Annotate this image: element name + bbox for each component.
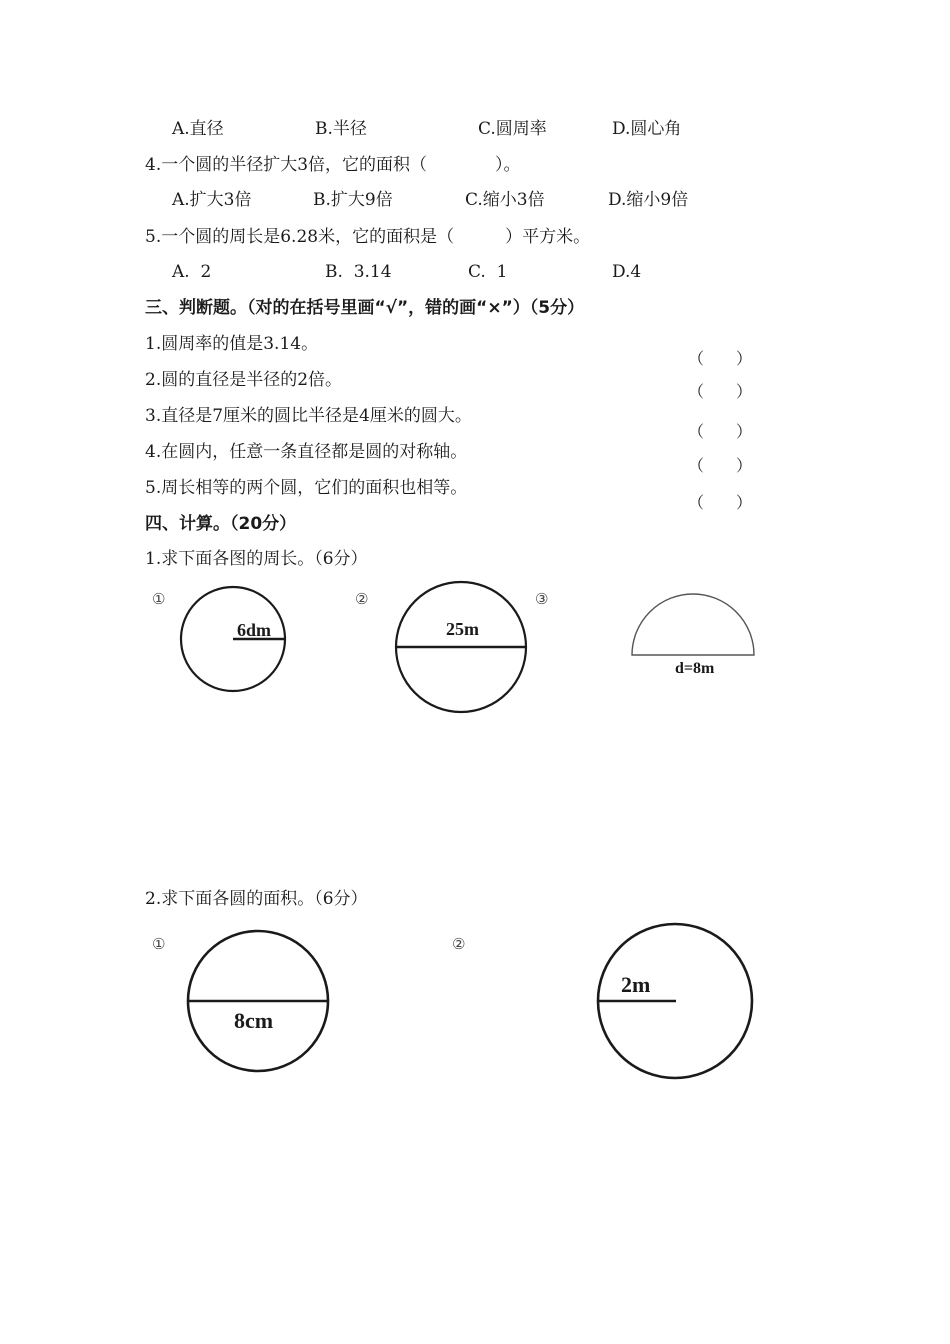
q4-stem: 4.一个圆的半径扩大3倍，它的面积（ ）。 — [145, 155, 521, 175]
q3-option-d: D.圆心角 — [612, 119, 682, 139]
figure-marker-3: ③ — [535, 590, 549, 608]
figure-marker-2: ② — [355, 590, 369, 608]
q4-option-b: B.扩大9倍 — [313, 190, 393, 210]
figure-label-25m: 25m — [446, 619, 479, 639]
perimeter-question-title: 1.求下面各图的周长。（6分） — [145, 549, 368, 569]
answer-blank-2[interactable]: （ ） — [688, 382, 753, 401]
area-question-title: 2.求下面各圆的面积。（6分） — [145, 889, 368, 909]
q4-option-a: A.扩大3倍 — [172, 190, 252, 210]
answer-blank-5[interactable]: （ ） — [688, 493, 753, 512]
section4-heading: 四、计算。（20分） — [145, 514, 297, 534]
semicircle-figure-3 — [632, 594, 754, 655]
figure-label-d8m: d=8m — [675, 660, 715, 677]
q5-option-a: A. 2 — [172, 262, 212, 282]
figure-label-2m: 2m — [621, 972, 651, 997]
judge-item-4: 4.在圆内，任意一条直径都是圆的对称轴。 — [145, 442, 468, 462]
area-figure-marker-1: ① — [152, 935, 166, 953]
q3-option-c: C.圆周率 — [478, 119, 547, 139]
answer-blank-3[interactable]: （ ） — [688, 422, 753, 441]
q4-option-c: C.缩小3倍 — [465, 190, 545, 210]
q5-stem: 5.一个圆的周长是6.28米，它的面积是（ ）平方米。 — [145, 227, 591, 247]
figure-marker-1: ① — [152, 590, 166, 608]
answer-blank-4[interactable]: （ ） — [688, 456, 753, 475]
q5-option-b: B. 3.14 — [325, 262, 392, 282]
judge-item-2: 2.圆的直径是半径的2倍。 — [145, 370, 343, 390]
q5-option-c: C. 1 — [468, 262, 508, 282]
area-figure-marker-2: ② — [452, 935, 466, 953]
judge-item-1: 1.圆周率的值是3.14。 — [145, 334, 319, 354]
q3-option-a: A.直径 — [172, 119, 224, 139]
judge-item-3: 3.直径是7厘米的圆比半径是4厘米的圆大。 — [145, 406, 472, 426]
answer-blank-1[interactable]: （ ） — [688, 349, 753, 368]
figure-label-8cm: 8cm — [234, 1008, 274, 1033]
q3-option-b: B.半径 — [315, 119, 367, 139]
figure-label-6dm: 6dm — [237, 620, 272, 640]
q5-option-d: D.4 — [612, 262, 642, 282]
judge-item-5: 5.周长相等的两个圆，它们的面积也相等。 — [145, 478, 468, 498]
q4-option-d: D.缩小9倍 — [608, 190, 689, 210]
section3-heading: 三、判断题。（对的在括号里画“√”，错的画“×”）（5分） — [145, 298, 585, 318]
